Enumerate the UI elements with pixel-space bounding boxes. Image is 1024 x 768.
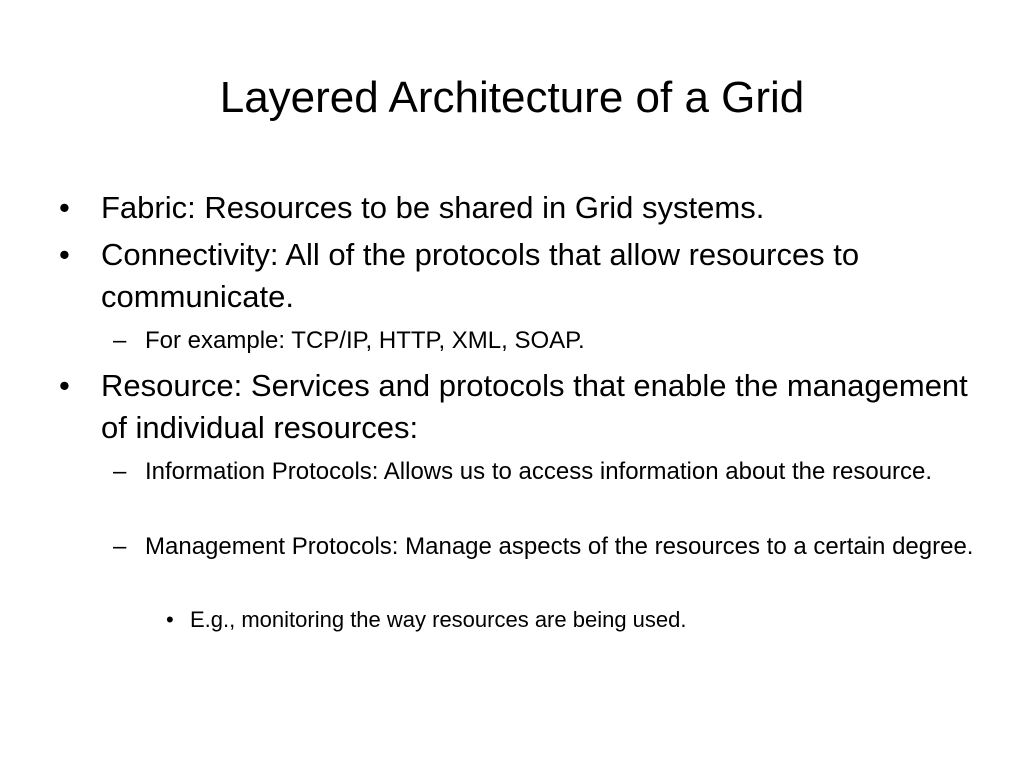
- subbullet-text: Information Protocols: Allows us to access information about the resource.: [145, 458, 933, 485]
- bullet-marker: •: [59, 368, 70, 403]
- subsubbullet-monitoring: [166, 605, 970, 635]
- subsubbullet-text: E.g., monitoring the way resources are being used.: [190, 607, 687, 632]
- bullet-resource: [59, 365, 971, 449]
- subbullet-example: [113, 324, 975, 358]
- bullet-marker: •: [166, 607, 174, 632]
- subbullet-text: For example: TCP/IP, HTTP, XML, SOAP.: [145, 327, 585, 354]
- bullet-connectivity: [59, 234, 971, 318]
- dash-marker: –: [113, 458, 127, 485]
- bullet-text: Resource: Services and protocols that enable the management of individual resources:: [101, 368, 968, 445]
- dash-marker: –: [113, 533, 127, 560]
- bullet-text: Connectivity: All of the protocols that allow resources to communicate.: [101, 237, 860, 314]
- bullet-marker: •: [59, 237, 70, 272]
- dash-marker: –: [113, 327, 127, 354]
- bullet-marker: •: [59, 190, 70, 225]
- subbullet-text: Management Protocols: Manage aspects of the resources to a certain degree.: [145, 533, 974, 560]
- subbullet-information-protocols: [113, 455, 975, 489]
- slide-title: Layered Architecture of a Grid: [219, 73, 805, 122]
- bullet-fabric: [59, 187, 971, 229]
- bullet-text: Fabric: Resources to be shared in Grid systems.: [101, 190, 765, 225]
- subbullet-management-protocols: [113, 530, 975, 564]
